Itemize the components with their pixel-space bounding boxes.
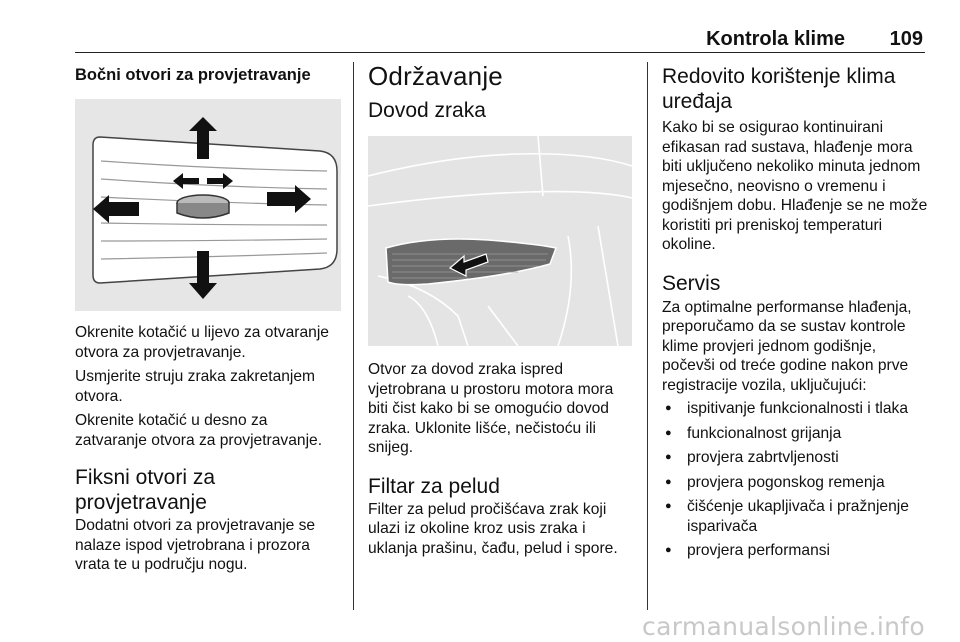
paragraph: Okrenite kotačić u lijevo za otvaranje otvora za provjetravanje. — [75, 324, 329, 361]
paragraph: Filter za pelud pročišćava zrak koji ulazi iz okoline kroz usis zraka i uklanja prašinu, čađu, pelud i spore. — [368, 500, 618, 557]
air-intake-heading: Dovod zraka — [368, 99, 486, 122]
paragraph: Otvor za dovod zraka ispred vjetrobrana u prostoru motora mora biti čist kako bi se omogućio dovod zraka. Uklonite lišće, nečistoću ili snijeg. — [368, 361, 614, 456]
column-divider — [647, 62, 648, 610]
side-vents-heading: Bočni otvori za provjetravanje — [75, 66, 311, 84]
paragraph: Dodatni otvori za provjetravanje se nalaze ispod vjetrobrana i prozora vrata te u području nogu. — [75, 517, 316, 573]
page-number: 109 — [889, 28, 923, 50]
list-item: ● ispitivanje funkcionalnosti i tlaka — [662, 399, 930, 419]
chapter-title: Kontrola klime — [706, 28, 845, 50]
paragraph: Okrenite kotačić u desno za zatvaranje otvora za provjetravanje. — [75, 412, 323, 449]
paragraph: Kako bi se osigurao kontinuirani efikasan rad sustava, hlađenje mora biti uključeno nekoliko minuta jednom mjesečno, neovisno o vremenu i godišnjem dobu. Hlađenje se ne može koristiti pri preniskoj temperaturi okoline. — [662, 119, 928, 253]
fixed-vents-heading: Fiksni otvori za provjetravanje — [75, 466, 216, 514]
engine-bay-drawing — [368, 136, 632, 346]
list-item: ● provjera zabrtvljenosti — [662, 448, 930, 468]
page-header — [75, 26, 925, 53]
list-item: ● funkcionalnost grijanja — [662, 424, 930, 444]
column-side-vents — [75, 62, 341, 575]
paragraph: Za optimalne performanse hlađenja, preporučamo da se sustav kontrole klime provjeri jednom godišnje, počevši od treće godine nakon prve registracije vozila, uključujući: — [662, 298, 912, 394]
service-heading: Servis — [662, 271, 721, 295]
pollen-filter-heading: Filtar za pelud — [368, 474, 500, 498]
column-divider — [353, 62, 354, 610]
side-vent-illustration — [75, 99, 341, 311]
vent-drawing — [75, 99, 341, 311]
regular-use-heading: Redovito korištenje klima uređaja — [662, 65, 896, 113]
column-regular-use — [662, 62, 930, 566]
maintenance-title: Održavanje — [368, 61, 503, 91]
list-item: ● provjera pogonskog remenja — [662, 473, 930, 493]
list-item: ● provjera performansi — [662, 541, 930, 561]
air-intake-illustration — [368, 136, 632, 346]
column-maintenance — [368, 62, 634, 558]
watermark: carmanualsonline.info — [642, 612, 925, 641]
paragraph: Usmjerite struju zraka zakretanjem otvora. — [75, 368, 316, 405]
list-item: ● čišćenje ukapljivača i pražnjenje isparivača — [662, 497, 930, 536]
service-checklist — [662, 399, 930, 561]
